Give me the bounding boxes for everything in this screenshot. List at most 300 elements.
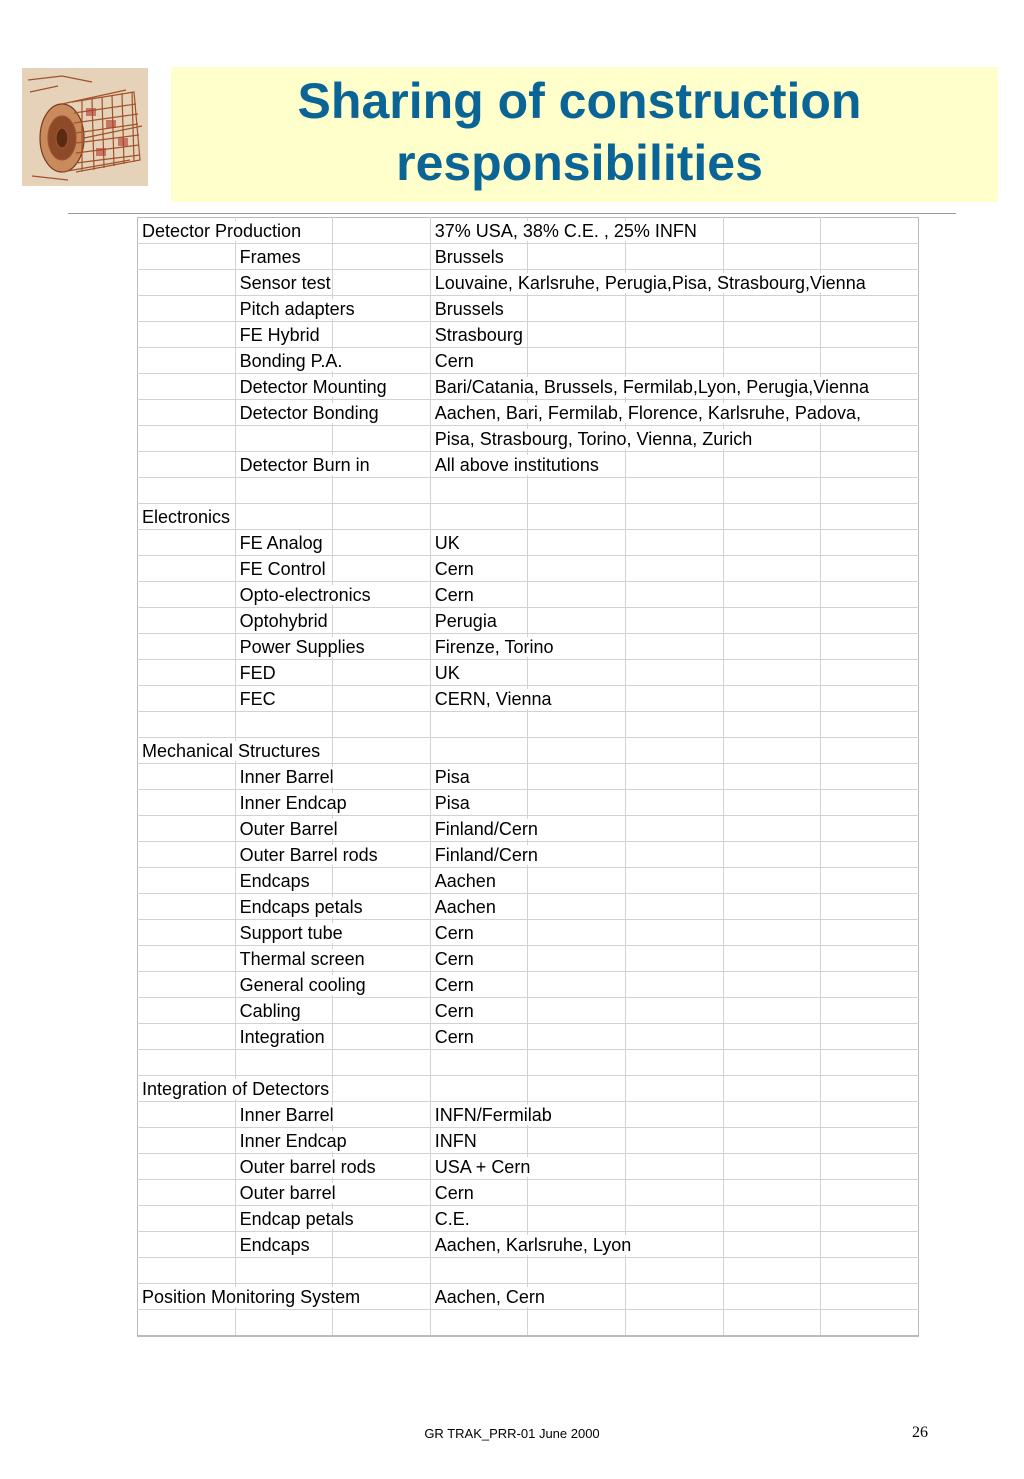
table-row xyxy=(138,1180,919,1206)
item-label: FE Control xyxy=(236,559,327,579)
table-cell xyxy=(723,1076,821,1102)
table-cell xyxy=(821,1284,919,1310)
table-cell xyxy=(138,972,236,998)
table-row xyxy=(138,972,919,998)
table-cell xyxy=(625,842,723,868)
table-cell xyxy=(138,920,236,946)
table-cell xyxy=(235,400,379,426)
table-cell xyxy=(528,660,626,686)
table-cell xyxy=(528,582,626,608)
item-label: Cabling xyxy=(236,1001,302,1021)
table-cell xyxy=(333,1050,431,1076)
table-cell xyxy=(138,816,236,842)
table-cell xyxy=(625,1284,723,1310)
table-cell xyxy=(235,504,333,530)
table-cell xyxy=(235,868,333,894)
institutions-label: Cern xyxy=(431,585,475,605)
table-cell xyxy=(138,426,236,452)
table-cell xyxy=(625,686,723,712)
table-cell xyxy=(723,1310,821,1336)
table-cell xyxy=(625,920,723,946)
table-cell xyxy=(235,270,333,296)
table-cell xyxy=(333,1258,431,1284)
table-cell xyxy=(430,920,528,946)
table-cell xyxy=(821,1024,919,1050)
table-cell xyxy=(138,1310,236,1336)
table-cell xyxy=(138,504,236,530)
institutions-label: Aachen, Karlsruhe, Lyon xyxy=(431,1235,632,1255)
table-cell xyxy=(235,686,333,712)
table-cell xyxy=(821,842,919,868)
institutions-label: Louvaine, Karlsruhe, Perugia,Pisa, Strasbourg,Vienna xyxy=(431,273,867,293)
item-label: Endcaps petals xyxy=(236,897,364,917)
table-cell xyxy=(821,296,919,322)
institutions-label: Cern xyxy=(431,1027,475,1047)
table-row xyxy=(138,608,919,634)
table-row xyxy=(138,1154,919,1180)
table-cell xyxy=(821,426,919,452)
institutions-label: Cern xyxy=(431,351,475,371)
table-cell xyxy=(723,998,821,1024)
table-cell xyxy=(625,1232,723,1258)
table-row xyxy=(138,1206,919,1232)
table-row xyxy=(138,764,919,790)
table-cell xyxy=(430,374,870,400)
table-cell xyxy=(723,842,821,868)
table-cell xyxy=(723,764,821,790)
table-cell xyxy=(430,816,538,842)
item-label: Detector Mounting xyxy=(236,377,388,397)
table-cell xyxy=(821,634,919,660)
institutions-label: Cern xyxy=(431,923,475,943)
table-cell xyxy=(723,660,821,686)
table-cell xyxy=(138,452,236,478)
table-cell xyxy=(821,712,919,738)
detector-barrel-sketch-icon xyxy=(22,68,148,186)
table-cell xyxy=(430,1232,632,1258)
section-label: Position Monitoring System xyxy=(138,1287,361,1307)
table-cell xyxy=(333,530,431,556)
table-cell xyxy=(528,1128,626,1154)
table-cell xyxy=(821,686,919,712)
title-line-2: responsibilities xyxy=(396,135,763,191)
table-cell xyxy=(333,244,431,270)
table-cell xyxy=(333,998,431,1024)
table-cell xyxy=(235,296,355,322)
table-cell xyxy=(235,348,343,374)
table-cell xyxy=(138,1180,236,1206)
table-row xyxy=(138,842,919,868)
table-row xyxy=(138,660,919,686)
table-cell xyxy=(235,1102,333,1128)
table-cell xyxy=(528,1024,626,1050)
table-row xyxy=(138,530,919,556)
table-row xyxy=(138,712,919,738)
page-number: 26 xyxy=(912,1424,928,1441)
item-label: Optohybrid xyxy=(236,611,329,631)
table-cell xyxy=(138,400,236,426)
table-cell xyxy=(528,322,626,348)
table-cell xyxy=(723,1284,821,1310)
table-cell xyxy=(235,842,378,868)
table-cell xyxy=(625,816,723,842)
table-cell xyxy=(138,712,236,738)
table-cell xyxy=(821,582,919,608)
table-cell xyxy=(430,998,528,1024)
table-row xyxy=(138,322,919,348)
table-cell xyxy=(333,816,431,842)
table-cell xyxy=(138,842,236,868)
table-cell xyxy=(235,998,333,1024)
table-cell xyxy=(723,946,821,972)
table-cell xyxy=(723,504,821,530)
table-cell xyxy=(138,244,236,270)
table-cell xyxy=(430,218,697,244)
table-cell xyxy=(235,1024,333,1050)
table-cell xyxy=(821,1076,919,1102)
table-cell xyxy=(138,1024,236,1050)
table-cell xyxy=(138,1206,236,1232)
table-cell xyxy=(138,660,236,686)
table-cell xyxy=(430,348,528,374)
table-cell xyxy=(430,1076,528,1102)
table-cell xyxy=(138,738,321,764)
institutions-label: Firenze, Torino xyxy=(431,637,555,657)
table-cell xyxy=(723,244,821,270)
table-cell xyxy=(821,452,919,478)
table-cell xyxy=(138,1284,361,1310)
table-cell xyxy=(821,244,919,270)
table-cell xyxy=(821,1050,919,1076)
table-cell xyxy=(333,738,431,764)
table-cell xyxy=(430,738,528,764)
table-cell xyxy=(138,478,236,504)
institutions-label: Pisa, Strasbourg, Torino, Vienna, Zurich xyxy=(431,429,754,449)
institutions-label: USA + Cern xyxy=(431,1157,532,1177)
table-cell xyxy=(235,660,333,686)
table-cell xyxy=(723,1180,821,1206)
item-label: Pitch adapters xyxy=(236,299,356,319)
table-row xyxy=(138,296,919,322)
table-cell xyxy=(430,296,528,322)
table-cell xyxy=(138,998,236,1024)
table-cell xyxy=(235,452,370,478)
table-cell xyxy=(333,478,431,504)
institutions-label: Brussels xyxy=(431,247,505,267)
table-cell xyxy=(625,296,723,322)
institutions-label: Finland/Cern xyxy=(431,845,539,865)
table-cell xyxy=(723,322,821,348)
table-cell xyxy=(430,790,528,816)
table-cell xyxy=(138,1102,236,1128)
table-cell xyxy=(235,374,387,400)
table-cell xyxy=(235,322,333,348)
table-row xyxy=(138,1102,919,1128)
item-label: Detector Bonding xyxy=(236,403,380,423)
table-row xyxy=(138,894,919,920)
table-row xyxy=(138,920,919,946)
table-cell xyxy=(723,972,821,998)
table-cell xyxy=(625,1180,723,1206)
table-row xyxy=(138,348,919,374)
table-cell xyxy=(333,270,431,296)
table-cell xyxy=(333,1076,431,1102)
table-cell xyxy=(723,296,821,322)
item-label: Integration xyxy=(236,1027,326,1047)
table-cell xyxy=(528,920,626,946)
table-cell xyxy=(235,1050,333,1076)
table-cell xyxy=(821,972,919,998)
item-label: General cooling xyxy=(236,975,367,995)
table-cell xyxy=(138,374,236,400)
institutions-label: Cern xyxy=(431,1183,475,1203)
item-label: Detector Burn in xyxy=(236,455,371,475)
table-cell xyxy=(821,1258,919,1284)
table-cell xyxy=(528,1050,626,1076)
table-cell xyxy=(430,244,528,270)
table-cell xyxy=(333,764,431,790)
item-label: Inner Endcap xyxy=(236,793,348,813)
table-cell xyxy=(723,530,821,556)
table-cell xyxy=(430,478,528,504)
table-cell xyxy=(235,1154,376,1180)
table-cell xyxy=(528,530,626,556)
table-cell xyxy=(821,218,919,244)
item-label: Opto-electronics xyxy=(236,585,372,605)
table-cell xyxy=(430,686,552,712)
table-row xyxy=(138,686,919,712)
table-cell xyxy=(235,894,363,920)
table-cell xyxy=(430,1180,528,1206)
institutions-label: 37% USA, 38% C.E. , 25% INFN xyxy=(431,221,698,241)
item-label: Sensor test xyxy=(236,273,332,293)
table-cell xyxy=(333,1310,431,1336)
table-cell xyxy=(333,868,431,894)
table-cell xyxy=(625,712,723,738)
table-cell xyxy=(723,1154,821,1180)
table-cell xyxy=(430,1128,528,1154)
table-row xyxy=(138,816,919,842)
table-cell xyxy=(333,686,431,712)
table-cell xyxy=(333,660,431,686)
table-cell xyxy=(528,1180,626,1206)
table-cell xyxy=(430,946,528,972)
table-cell xyxy=(333,556,431,582)
table-cell xyxy=(430,660,528,686)
table-cell xyxy=(625,1076,723,1102)
table-cell xyxy=(430,582,528,608)
item-label: Endcaps xyxy=(236,871,311,891)
table-cell xyxy=(235,972,366,998)
page-title xyxy=(171,70,988,194)
table-cell xyxy=(138,582,236,608)
item-label: FED xyxy=(236,663,277,683)
table-cell xyxy=(138,296,236,322)
table-cell xyxy=(528,972,626,998)
table-cell xyxy=(138,634,236,660)
institutions-label: Aachen xyxy=(431,897,497,917)
table-cell xyxy=(821,1310,919,1336)
item-label: Endcap petals xyxy=(236,1209,355,1229)
item-label: Outer barrel rods xyxy=(236,1157,377,1177)
table-cell xyxy=(723,1024,821,1050)
table-row xyxy=(138,634,919,660)
table-cell xyxy=(333,1024,431,1050)
item-label: Inner Endcap xyxy=(236,1131,348,1151)
institutions-label: UK xyxy=(431,663,461,683)
table-cell xyxy=(723,218,821,244)
table-cell xyxy=(723,1232,821,1258)
table-cell xyxy=(430,504,528,530)
table-cell xyxy=(138,530,236,556)
table-cell xyxy=(723,686,821,712)
table-cell xyxy=(625,322,723,348)
table-cell xyxy=(235,634,365,660)
item-label: Inner Barrel xyxy=(236,767,335,787)
table-cell xyxy=(235,426,333,452)
table-cell xyxy=(430,764,528,790)
table-cell xyxy=(821,1232,919,1258)
item-label: Endcaps xyxy=(236,1235,311,1255)
table-cell xyxy=(821,738,919,764)
item-label: Bonding P.A. xyxy=(236,351,344,371)
table-cell xyxy=(625,894,723,920)
table-cell xyxy=(528,1258,626,1284)
table-cell xyxy=(430,1154,531,1180)
table-cell xyxy=(528,1076,626,1102)
table-cell xyxy=(528,712,626,738)
table-cell xyxy=(723,790,821,816)
table-cell xyxy=(528,764,626,790)
table-cell xyxy=(430,868,528,894)
table-cell xyxy=(430,1258,528,1284)
table-cell xyxy=(723,478,821,504)
table-cell xyxy=(528,816,626,842)
title-divider xyxy=(68,213,956,214)
table-cell xyxy=(528,1154,626,1180)
table-cell xyxy=(528,894,626,920)
table-cell xyxy=(430,842,538,868)
table-row xyxy=(138,868,919,894)
table-cell xyxy=(821,660,919,686)
table-cell xyxy=(625,946,723,972)
institutions-label: C.E. xyxy=(431,1209,471,1229)
table-cell xyxy=(235,1206,354,1232)
table-row xyxy=(138,1232,919,1258)
table-cell xyxy=(138,322,236,348)
institutions-label: Cern xyxy=(431,949,475,969)
table-cell xyxy=(723,634,821,660)
table-cell xyxy=(528,244,626,270)
institutions-label: UK xyxy=(431,533,461,553)
table-cell xyxy=(138,764,236,790)
table-cell xyxy=(138,1076,330,1102)
item-label: Power Supplies xyxy=(236,637,366,657)
table-cell xyxy=(625,1310,723,1336)
table-cell xyxy=(235,530,333,556)
table-cell xyxy=(430,1102,552,1128)
table-cell xyxy=(430,1310,528,1336)
table-cell xyxy=(528,868,626,894)
table-cell xyxy=(333,504,431,530)
table-cell xyxy=(723,582,821,608)
table-row xyxy=(138,946,919,972)
table-cell xyxy=(430,556,528,582)
table-cell xyxy=(528,790,626,816)
table-cell xyxy=(333,218,431,244)
institutions-label: Cern xyxy=(431,559,475,579)
title-line-1: Sharing of construction xyxy=(297,73,862,129)
item-label: Frames xyxy=(236,247,302,267)
table-cell xyxy=(625,504,723,530)
table-cell xyxy=(625,1102,723,1128)
table-cell xyxy=(430,426,753,452)
table-cell xyxy=(723,868,821,894)
table-cell xyxy=(430,452,599,478)
table-cell xyxy=(235,244,333,270)
table-cell xyxy=(625,764,723,790)
table-cell xyxy=(528,738,626,764)
table-cell xyxy=(625,790,723,816)
section-label: Integration of Detectors xyxy=(138,1079,330,1099)
table-cell xyxy=(821,764,919,790)
item-label: FE Analog xyxy=(236,533,324,553)
table-cell xyxy=(723,712,821,738)
table-cell xyxy=(138,1128,236,1154)
table-cell xyxy=(723,608,821,634)
table-row xyxy=(138,452,919,478)
table-cell xyxy=(821,530,919,556)
institutions-label: Cern xyxy=(431,1001,475,1021)
table-cell xyxy=(430,270,866,296)
table-row xyxy=(138,998,919,1024)
table-cell xyxy=(723,556,821,582)
table-cell xyxy=(235,478,333,504)
table-cell xyxy=(235,582,371,608)
table-cell xyxy=(235,816,338,842)
table-row xyxy=(138,790,919,816)
institutions-label: Perugia xyxy=(431,611,498,631)
table-cell xyxy=(625,530,723,556)
table-cell xyxy=(625,1024,723,1050)
item-label: Inner Barrel xyxy=(236,1105,335,1125)
table-cell xyxy=(138,1232,236,1258)
table-row xyxy=(138,1258,919,1284)
table-cell xyxy=(821,1154,919,1180)
table-cell xyxy=(821,1180,919,1206)
table-cell xyxy=(821,920,919,946)
table-cell xyxy=(235,920,343,946)
table-cell xyxy=(625,478,723,504)
table-cell xyxy=(723,1102,821,1128)
table-cell xyxy=(625,660,723,686)
item-label: Outer Barrel rods xyxy=(236,845,379,865)
table-cell xyxy=(821,1128,919,1154)
table-cell xyxy=(138,348,236,374)
table-cell xyxy=(625,972,723,998)
table-cell xyxy=(333,608,431,634)
table-cell xyxy=(528,556,626,582)
table-cell xyxy=(430,400,861,426)
table-cell xyxy=(528,946,626,972)
table-row xyxy=(138,270,919,296)
table-cell xyxy=(723,348,821,374)
table-cell xyxy=(821,790,919,816)
table-cell xyxy=(138,218,302,244)
table-cell xyxy=(821,1102,919,1128)
table-cell xyxy=(430,1050,528,1076)
table-cell xyxy=(138,608,236,634)
